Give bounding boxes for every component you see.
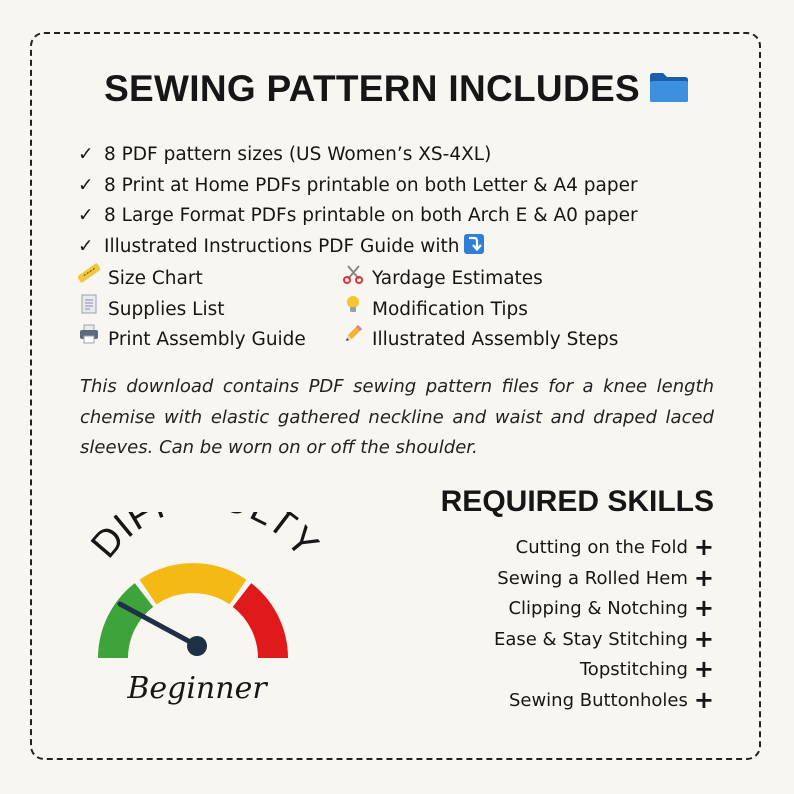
scissors-icon bbox=[342, 262, 372, 295]
guide-item: Size Chart bbox=[78, 262, 203, 295]
gauge-red-segment bbox=[242, 595, 273, 658]
skill-item: Ease & Stay Stitching + bbox=[493, 624, 714, 653]
include-item: ✓ 8 Print at Home PDFs printable on both Letter & A4 paper bbox=[78, 171, 738, 202]
check-icon: ✓ bbox=[78, 235, 94, 257]
difficulty-level: Beginner bbox=[127, 671, 267, 706]
plus-icon: + bbox=[693, 594, 714, 622]
include-item: ✓ 8 Large Format PDFs printable on both Arch E & A0 paper bbox=[78, 201, 738, 232]
plus-icon: + bbox=[693, 685, 714, 714]
plus-icon: + bbox=[693, 563, 714, 592]
description: This download contains PDF sewing pattern files for a knee length chemise with elastic gathered neckline and waist and draped laced sleeves. Can be worn on or off the shoulder. bbox=[80, 376, 714, 458]
check-icon: ✓ bbox=[78, 174, 94, 196]
include-item: ✓ Illustrated Instructions PDF Guide with bbox=[78, 232, 738, 263]
plus-icon: + bbox=[693, 655, 714, 683]
guide-item: Illustrated Assembly Steps bbox=[342, 323, 618, 356]
page-title bbox=[0, 68, 794, 113]
guide-row bbox=[78, 262, 738, 293]
title-text: SEWING PATTERN INCLUDES bbox=[104, 68, 640, 109]
ruler-icon bbox=[78, 262, 108, 295]
guide-item: Yardage Estimates bbox=[342, 262, 543, 295]
printer-icon bbox=[78, 323, 108, 356]
difficulty-heading: DIF T bbox=[83, 512, 305, 567]
plus-icon: + bbox=[693, 533, 714, 561]
guide-item: Print Assembly Guide bbox=[78, 323, 306, 356]
folder-icon bbox=[648, 70, 690, 113]
skill-item: Cutting on the Fold + bbox=[515, 533, 714, 561]
skill-item: Sewing Buttonholes + bbox=[508, 685, 714, 714]
includes-list bbox=[78, 140, 738, 354]
gauge-yellow-segment bbox=[148, 578, 238, 592]
guide-item: Supplies List bbox=[78, 293, 224, 326]
guide-row bbox=[78, 293, 738, 324]
arrow-down-right-icon bbox=[463, 233, 485, 266]
check-icon: ✓ bbox=[78, 205, 94, 226]
include-item: ✓ 8 PDF pattern sizes (US Women’s XS-4XL) bbox=[78, 140, 738, 171]
skill-item: Clipping & Notching + bbox=[508, 594, 714, 622]
guide-item: Modification Tips bbox=[342, 293, 528, 326]
skill-item: Topstitching + bbox=[579, 655, 714, 683]
pencil-icon bbox=[342, 323, 372, 356]
plus-icon: + bbox=[693, 624, 714, 653]
gauge-needle-hub bbox=[187, 636, 207, 656]
skills-title: REQUIRED SKILLS bbox=[440, 485, 714, 518]
difficulty-gauge bbox=[80, 512, 320, 716]
lightbulb-icon bbox=[342, 293, 372, 326]
check-icon: ✓ bbox=[78, 144, 94, 165]
skills-list bbox=[494, 532, 714, 715]
guide-row bbox=[78, 323, 738, 354]
skill-item: Sewing a Rolled Hem + bbox=[497, 563, 714, 592]
page-icon bbox=[78, 293, 108, 326]
